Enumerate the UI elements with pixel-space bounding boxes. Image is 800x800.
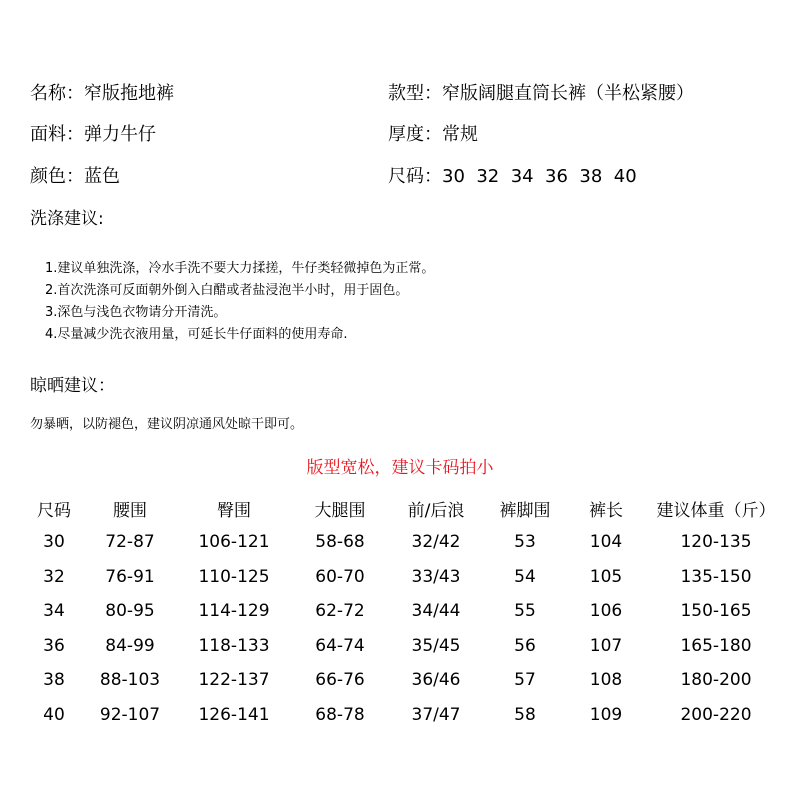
wash-item: 4.尽量减少洗衣液用量，可延长牛仔面料的使用寿命. xyxy=(45,327,348,342)
table-cell: 88-103 xyxy=(99,670,161,691)
table-cell: 35/45 xyxy=(411,635,461,656)
table-cell: 34 xyxy=(43,601,65,622)
table-cell: 126-141 xyxy=(198,704,270,725)
table-cell: 122-137 xyxy=(198,670,270,691)
table-header-cell: 建议体重（斤） xyxy=(656,500,776,521)
table-header-cell: 臀围 xyxy=(217,500,251,521)
table-cell: 58-68 xyxy=(315,532,365,553)
table-cell: 64-74 xyxy=(315,635,365,656)
spec-sizes: 尺码：30 32 34 36 38 40 xyxy=(388,166,637,187)
table-cell: 66-76 xyxy=(315,670,365,691)
table-row xyxy=(24,560,786,595)
table-cell: 150-165 xyxy=(680,601,752,622)
table-header-cell: 裤长 xyxy=(589,500,623,521)
sun-title: 晾晒建议： xyxy=(30,376,115,396)
wash-list xyxy=(45,258,434,346)
table-cell: 58 xyxy=(514,704,536,725)
table-cell: 106 xyxy=(589,601,623,622)
table-cell: 110-125 xyxy=(198,566,270,587)
table-header-cell: 尺码 xyxy=(37,500,71,521)
table-cell: 56 xyxy=(514,635,536,656)
sun-text: 勿暴晒，以防褪色，建议阴凉通风处晾干即可。 xyxy=(30,417,304,432)
table-cell: 92-107 xyxy=(99,704,161,725)
table-cell: 118-133 xyxy=(198,635,270,656)
table-cell: 104 xyxy=(589,532,623,553)
table-cell: 84-99 xyxy=(105,635,155,656)
spec-style: 款型：窄版阔腿直筒长裤（半松紧腰） xyxy=(388,83,694,104)
size-note: 版型宽松，建议卡码拍小 xyxy=(306,458,494,478)
table-cell: 36 xyxy=(43,635,65,656)
table-cell: 55 xyxy=(514,601,536,622)
table-row xyxy=(24,525,786,560)
table-cell: 165-180 xyxy=(680,635,752,656)
table-header-cell: 腰围 xyxy=(113,500,147,521)
table-row xyxy=(24,698,786,733)
table-cell: 34/44 xyxy=(411,601,461,622)
table-cell: 62-72 xyxy=(315,601,365,622)
table-cell: 60-70 xyxy=(315,566,365,587)
table-cell: 106-121 xyxy=(198,532,270,553)
spec-name: 名称：窄版拖地裤 xyxy=(30,83,174,104)
wash-title: 洗涤建议: xyxy=(30,209,104,229)
table-cell: 54 xyxy=(514,566,536,587)
table-header-cell: 裤脚围 xyxy=(499,500,551,521)
table-cell: 109 xyxy=(589,704,623,725)
size-table xyxy=(24,491,786,732)
table-cell: 38 xyxy=(43,670,65,691)
table-cell: 36/46 xyxy=(411,670,461,691)
wash-item: 2.首次洗涤可反面朝外倒入白醋或者盐浸泡半小时，用于固色。 xyxy=(45,283,409,298)
table-cell: 68-78 xyxy=(315,704,365,725)
table-cell: 76-91 xyxy=(105,566,155,587)
table-cell: 180-200 xyxy=(680,670,752,691)
table-cell: 72-87 xyxy=(105,532,155,553)
table-cell: 114-129 xyxy=(198,601,270,622)
table-header-cell: 前/后浪 xyxy=(407,500,465,521)
spec-thickness: 厚度：常规 xyxy=(388,124,478,145)
table-header-cell: 大腿围 xyxy=(314,500,366,521)
table-cell: 32/42 xyxy=(411,532,461,553)
table-cell: 40 xyxy=(43,704,65,725)
spec-color: 颜色：蓝色 xyxy=(30,166,120,187)
table-cell: 30 xyxy=(43,532,65,553)
table-cell: 57 xyxy=(514,670,536,691)
table-header-row xyxy=(24,491,786,525)
table-cell: 120-135 xyxy=(680,532,752,553)
table-cell: 53 xyxy=(514,532,536,553)
table-row xyxy=(24,663,786,698)
table-row xyxy=(24,629,786,664)
table-row xyxy=(24,594,786,629)
table-cell: 33/43 xyxy=(411,566,461,587)
table-cell: 32 xyxy=(43,566,65,587)
table-cell: 135-150 xyxy=(680,566,752,587)
table-cell: 108 xyxy=(589,670,623,691)
wash-item: 3.深色与浅色衣物请分开清洗。 xyxy=(45,305,227,320)
spec-fabric: 面料：弹力牛仔 xyxy=(30,124,156,145)
table-cell: 107 xyxy=(589,635,623,656)
wash-item: 1.建议单独洗涤，冷水手洗不要大力揉搓，牛仔类轻微掉色为正常。 xyxy=(45,261,435,276)
table-cell: 200-220 xyxy=(680,704,752,725)
table-cell: 105 xyxy=(589,566,623,587)
table-cell: 80-95 xyxy=(105,601,155,622)
table-cell: 37/47 xyxy=(411,704,461,725)
